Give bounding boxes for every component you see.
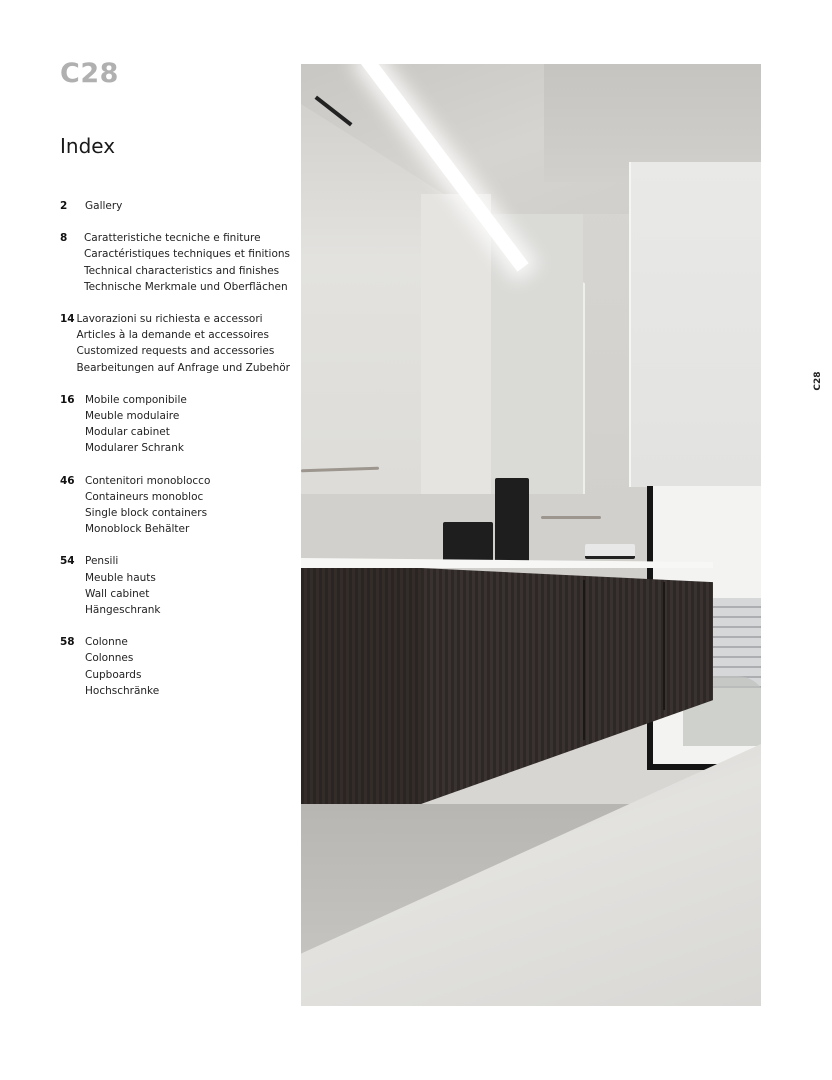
toc-entry-gallery[interactable] [60,198,290,214]
toc-line-fr: Caractéristiques techniques et finitions [83,248,290,261]
toc-line-en: Wall cabinet [85,587,150,600]
toc-line-it: Pensili [85,555,119,568]
toc-entry-wall-cabinet[interactable] [60,553,290,618]
drawer-divider [663,582,665,710]
toc-line-de: Technische Merkmale und Oberflächen [83,280,288,293]
toc-page-number: 16 [60,393,75,406]
toc-line-fr: Articles à la demande et accessoires [76,329,269,342]
drawer-divider [583,580,585,740]
toc-line-de: Hängeschrank [85,604,161,617]
toc-line: Gallery [85,200,123,212]
toc-line-en: Customized requests and accessories [76,345,275,358]
faucet-right [541,516,601,519]
toc-page-number: 46 [60,474,75,487]
toc-line-en: Single block containers [85,507,208,520]
vanity-cabinet-side [301,568,421,804]
table-of-contents [60,198,290,715]
toc-line-fr: Meuble hauts [85,571,156,584]
soap-dish [585,544,635,559]
toc-line-en: Modular cabinet [85,426,170,439]
bathroom-photo [301,64,761,1006]
mirror-reflection [421,194,491,494]
toc-line-fr: Containeurs monobloc [85,490,204,503]
page-title: Index [60,134,116,158]
roller-blind [629,162,761,487]
marble-accessory-tall [495,478,529,564]
toc-page-number: 8 [60,232,68,245]
toc-entry-cupboards[interactable] [60,634,290,699]
toc-line-fr: Colonnes [85,652,134,665]
toc-line-en: Technical characteristics and finishes [83,264,280,277]
toc-line-it: Lavorazioni su richiesta e accessori [76,313,263,326]
toc-line-de: Hochschränke [85,684,160,697]
toc-entry-customized[interactable] [60,311,290,376]
toc-entry-technical[interactable] [60,230,290,295]
toc-line-it: Contenitori monoblocco [85,474,211,487]
toc-page-number: 14 [60,313,75,326]
toc-line-it: Caratteristiche tecniche e finiture [83,232,261,245]
toc-line-de: Monoblock Behälter [85,523,190,536]
brand-logo: C28 [60,58,119,89]
toc-line-it: Mobile componibile [85,393,187,406]
side-section-label: C28 [813,371,823,391]
toc-line-it: Colonne [85,636,128,649]
toc-entry-modular[interactable] [60,392,290,457]
toc-line-de: Modularer Schrank [85,442,184,455]
toc-line-fr: Meuble modulaire [85,410,180,423]
toc-page-number: 2 [60,200,68,212]
toc-line-de: Bearbeitungen auf Anfrage und Zubehör [76,361,290,374]
toc-page-number: 58 [60,636,75,649]
toc-entry-single-block[interactable] [60,473,290,538]
toc-line-en: Cupboards [85,668,142,681]
window-building [713,598,761,688]
marble-accessory-short [443,522,493,562]
toc-page-number: 54 [60,555,75,568]
